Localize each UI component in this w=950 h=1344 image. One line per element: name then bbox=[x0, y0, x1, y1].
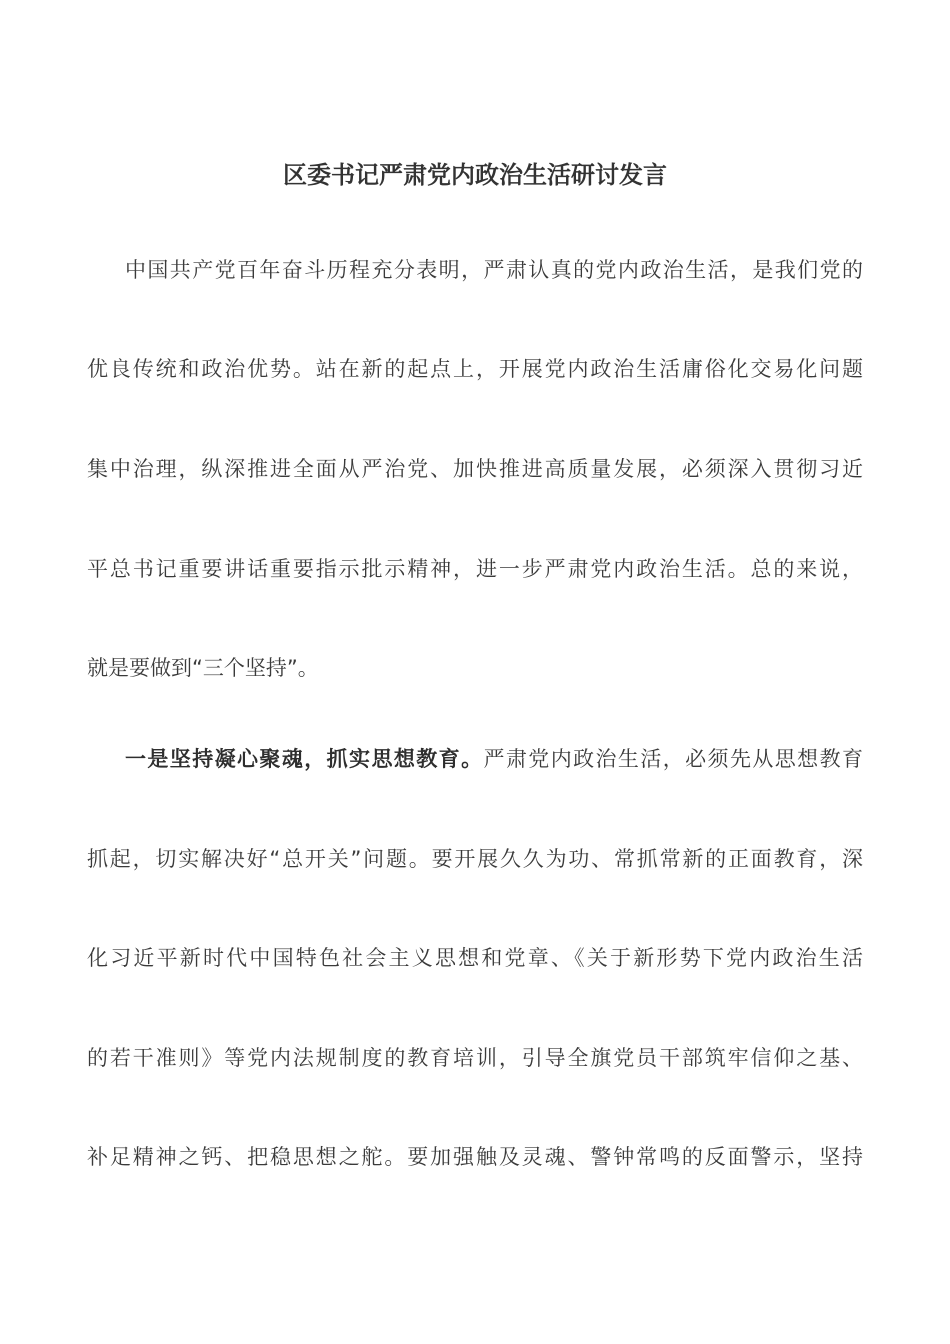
paragraph-2-lead-text: 严肃党内政治生活，必须先从思想教育 bbox=[483, 747, 863, 771]
paragraph-1-line-2: 优良传统和政治优势。站在新的起点上，开展党内政治生活庸俗化交易化问题 bbox=[87, 357, 863, 381]
paragraph-2-line-2: 抓起，切实解决好“总开关”问题。要开展久久为功、常抓常新的正面教育，深 bbox=[87, 847, 863, 871]
paragraph-1-line-5: 就是要做到“三个坚持”。 bbox=[87, 656, 319, 680]
paragraph-1-line-3: 集中治理，纵深推进全面从严治党、加快推进高质量发展，必须深入贯彻习近 bbox=[87, 457, 863, 481]
paragraph-2-line-4: 的若干准则》等党内法规制度的教育培训，引导全旗党员干部筑牢信仰之基、 bbox=[87, 1046, 863, 1070]
document-title: 区委书记严肃党内政治生活研讨发言 bbox=[283, 161, 667, 189]
paragraph-2-line-1 bbox=[125, 742, 863, 776]
paragraph-1-line-1: 中国共产党百年奋斗历程充分表明，严肃认真的党内政治生活，是我们党的 bbox=[125, 258, 863, 282]
paragraph-1-line-4: 平总书记重要讲话重要指示批示精神，进一步严肃党内政治生活。总的来说， bbox=[87, 557, 863, 581]
paragraph-2-line-5: 补足精神之钙、把稳思想之舵。要加强触及灵魂、警钟常鸣的反面警示，坚持 bbox=[87, 1145, 863, 1169]
paragraph-2-line-3: 化习近平新时代中国特色社会主义思想和党章、《关于新形势下党内政治生活 bbox=[87, 946, 863, 970]
paragraph-2-lead-heading: 一是坚持凝心聚魂，抓实思想教育。 bbox=[125, 747, 484, 771]
